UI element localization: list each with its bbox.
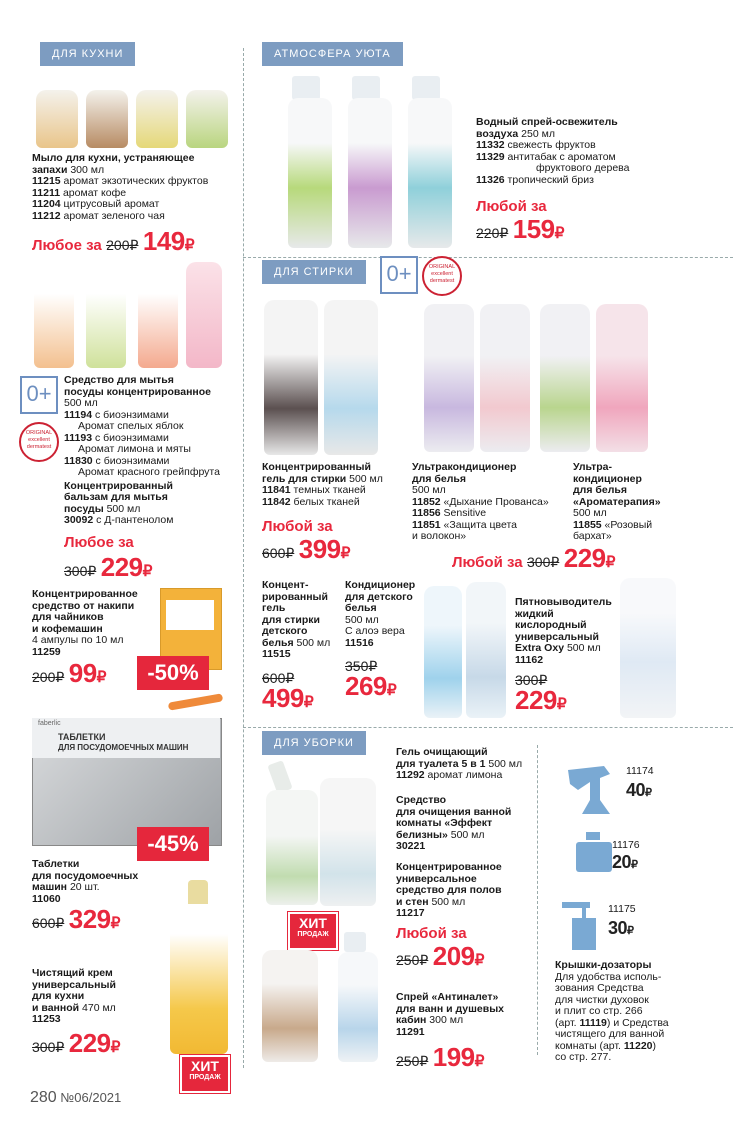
kids-laundry-image [422,580,507,720]
descaler-price: 200₽ 99₽ [32,658,107,688]
kitchen-soap-price: Любое за 200₽ 149₽ [32,226,195,256]
antinalet-price: 250₽ 199₽ [396,1042,485,1072]
floor-and-spray-image [260,930,395,1065]
issue-number: №06/2021 [60,1090,122,1105]
dishwasher-discount-badge: -45% [137,827,209,861]
cream-desc: Чистящий крем универсальный для кухни и ванной 470 мл 11253 [32,967,116,1025]
divider [243,727,733,728]
air-spray-desc: Водный спрей-освежитель воздуха 250 мл 11332 свежесть фруктов 11329 антитабак с ароматом фруктового дерева 11326 тропический бриз [476,116,630,186]
stain-remover-image [618,578,678,720]
section-cozy-tag: АТМОСФЕРА УЮТА [262,42,403,66]
air-spray-image [282,70,472,250]
dispenser-code: 11176 [612,839,640,851]
floor-cleaner-desc: Концентрированное универсальное средство для полов и стен 500 мл 11217 [396,861,502,919]
section-laundry-tag: ДЛЯ СТИРКИ [262,260,366,284]
section-cleaning-tag: ДЛЯ УБОРКИ [262,731,366,755]
air-spray-price: 220₽ 159₽ [476,214,565,244]
dishwasher-price: 600₽ 329₽ [32,904,121,934]
trigger-sprayer-icon [560,760,630,820]
stain-remover-desc: Пятновыводитель жидкий кислородный универсальный Extra Oxy 500 мл 11162 [515,596,612,666]
descaler-desc: Концентрированное средство от накипи для чайников и кофемашин 4 ампулы по 10 мл 11259 [32,588,138,658]
ultra-conditioner-image [420,300,650,455]
dish-liquid-image [32,258,222,370]
cream-price: 300₽ 229₽ [32,1028,121,1058]
age-0plus-badge: 0+ [20,376,58,414]
descaler-discount-badge: -50% [137,656,209,690]
toilet-gel-desc: Гель очищающий для туалета 5 в 1 500 мл 11292 аромат лимона [396,746,523,781]
page-footer [30,1089,121,1107]
wash-gel-desc: Концентрированный гель для стирки 500 мл 11841 темных тканей 11842 белых тканей [262,461,383,508]
ultra-conditioner-price: Любой за 300₽ 229₽ [452,543,616,573]
hit-badge: ХИТ ПРОДАЖ [288,912,338,950]
dispenser-code: 11174 [626,765,654,777]
aromatherapy-conditioner-desc: Ультра- кондиционер для белья «Ароматерапия» 500 мл 11855 «Розовый бархат» [573,461,661,542]
dish-liquid-any-label: Любое за [64,534,134,551]
kids-gel-price: 600₽ 499₽ [262,670,314,713]
cleaning-products-image [262,760,392,910]
antinalet-desc: Спрей «Антиналет» для ванн и душевых кабин 300 мл 11291 [396,991,504,1038]
dispenser-price: 20₽ [612,852,638,872]
page-number: 280 [30,1089,57,1106]
stain-remover-price: 300₽ 229₽ [515,672,567,715]
dish-liquid-price: 300₽ 229₽ [64,552,153,582]
divider [537,745,538,1055]
hit-badge: ХИТ ПРОДАЖ [180,1055,230,1093]
dispenser-price: 40₽ [626,780,652,800]
cream-bottle-image [170,880,228,1060]
floor-cleaner-any-label: Любой за [396,925,467,942]
dishwasher-desc: Таблетки для посудомоечных машин 20 шт. 11060 [32,858,139,905]
dishwasher-box-image: faberlic ТАБЛЕТКИ ДЛЯ ПОСУДОМОЕЧНЫХ МАШИН [32,718,232,858]
kitchen-soap-desc: Мыло для кухни, устраняющее запахи 300 мл 11215 аромат экзотических фруктов 11211 аромат кофе 11204 цитрусовый аромат 11212 аромат зеленого чая [32,152,209,222]
wash-gel-any-label: Любой за [262,518,333,535]
age-0plus-badge: 0+ [380,256,418,294]
section-kitchen-tag: ДЛЯ КУХНИ [40,42,135,66]
wash-gel-image [262,300,382,455]
dispenser-price: 30₽ [608,918,634,938]
dispenser-code: 11175 [608,903,636,915]
bath-cleaner-desc: Средство для очищения ванной комнаты «Эффект белизны» 500 мл 30221 [396,794,512,852]
wash-gel-price: 600₽ 399₽ [262,534,351,564]
kids-conditioner-price: 350₽ 269₽ [345,658,397,701]
flip-cap-icon [572,830,616,874]
kids-conditioner-desc: Кондиционер для детского белья 500 мл С алоэ вера 11516 [345,579,416,649]
descaler-image [160,588,230,718]
original-dermatest-badge: ORIGINAL excellent dermatest [422,256,462,296]
ultra-conditioner-desc: Ультракондиционер для белья 500 мл 11852 «Дыхание Прованса» 11856 Sensitive 11851 «Защита цвета и волокон» [412,461,549,542]
divider [243,257,733,258]
air-spray-any-label: Любой за [476,198,547,215]
divider [243,48,244,1068]
kitchen-soap-image [32,70,232,150]
caps-desc: Крышки-дозаторы Для удобства исполь- зования Средства для чистки духовок и плит со стр. 266 (арт. 11119) и Средства чистящего для ванной комнаты (арт. 11220) со стр. 277. [555,959,669,1063]
original-dermatest-badge: ORIGINAL excellent dermatest [19,422,59,462]
kids-gel-desc: Концент- рированный гель для стирки детского белья 500 мл 11515 [262,579,331,660]
floor-cleaner-price: 250₽ 209₽ [396,941,485,971]
dish-liquid-desc: Средство для мытья посуды концентрированное 500 мл 11194 с биоэнзимами Аромат спелых яблок 11193 с биоэнзимами Аромат лимона и мяты 11830 с биоэнзимами Аромат красного грейпфрута Концентрированный бальзам для мытья посуды 500 мл 30092 с Д-пантенолом [64,374,220,526]
